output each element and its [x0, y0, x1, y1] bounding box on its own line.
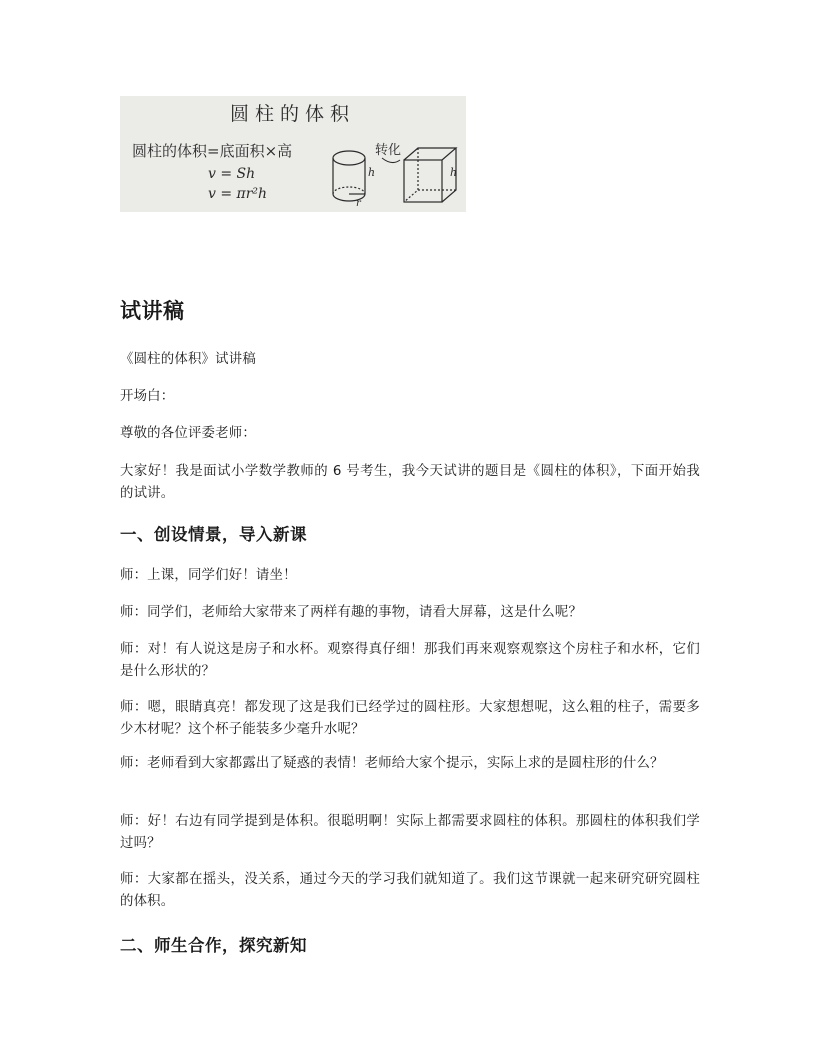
- section-2-heading: 二、师生合作，探究新知: [120, 936, 307, 955]
- cuboid-h-label: h: [450, 166, 458, 179]
- paragraph-s1-5: 师：老师看到大家都露出了疑惑的表情！老师给大家个提示，实际上求的是圆柱形的什么？: [120, 756, 664, 771]
- cylinder-h-label: h: [368, 166, 376, 179]
- paragraph-s1-2: 师：同学们，老师给大家带来了两样有趣的事物，请看大屏幕，这是什么呢？: [120, 605, 583, 620]
- paragraph-s1-6: 师：好！右边有同学提到是体积。很聪明啊！实际上都需要求圆柱的体积。那圆柱的体积我们学过吗？: [120, 814, 700, 851]
- cylinder-r-label: r: [356, 198, 361, 209]
- blackboard-image: [120, 96, 466, 212]
- paragraph-s1-7: 师：大家都在摇头，没关系，通过今天的学习我们就知道了。我们这节课就一起来研究研究圆柱的体积。: [120, 872, 700, 909]
- section-1-heading: 一、创设情景，导入新课: [120, 525, 307, 544]
- paragraph-greeting: 尊敬的各位评委老师：: [120, 426, 256, 441]
- board-formula-2: v = Sh: [208, 166, 256, 182]
- paragraph-introduction: 大家好！我是面试小学数学教师的 6 号考生，我今天试讲的题目是《圆柱的体积》，下面开始我的试讲。: [120, 464, 700, 501]
- board-sketch: [120, 96, 466, 212]
- board-title: 圆柱的体积: [230, 103, 356, 125]
- paragraph-s1-4: 师：嗯，眼睛真亮！都发现了这是我们已经学过的圆柱形。大家想想呢，这么粗的柱子，需要多少木材呢？这个杯子能装多少毫升水呢？: [120, 700, 700, 737]
- paragraph-s1-1: 师：上课，同学们好！请坐！: [120, 568, 297, 583]
- board-formula-3: v = πr²h: [208, 186, 268, 202]
- paragraph-opening-label: 开场白：: [120, 389, 175, 404]
- paragraph-lecture-title: 《圆柱的体积》试讲稿: [120, 352, 256, 367]
- paragraph-s1-3: 师：对！有人说这是房子和水杯。观察得真仔细！那我们再来观察观察这个房柱子和水杯，它们是什么形状的？: [120, 642, 700, 679]
- transform-label: 转化: [375, 143, 402, 158]
- document-title: 试讲稿: [120, 299, 185, 323]
- board-formula-1: 圆柱的体积=底面积×高: [132, 142, 293, 160]
